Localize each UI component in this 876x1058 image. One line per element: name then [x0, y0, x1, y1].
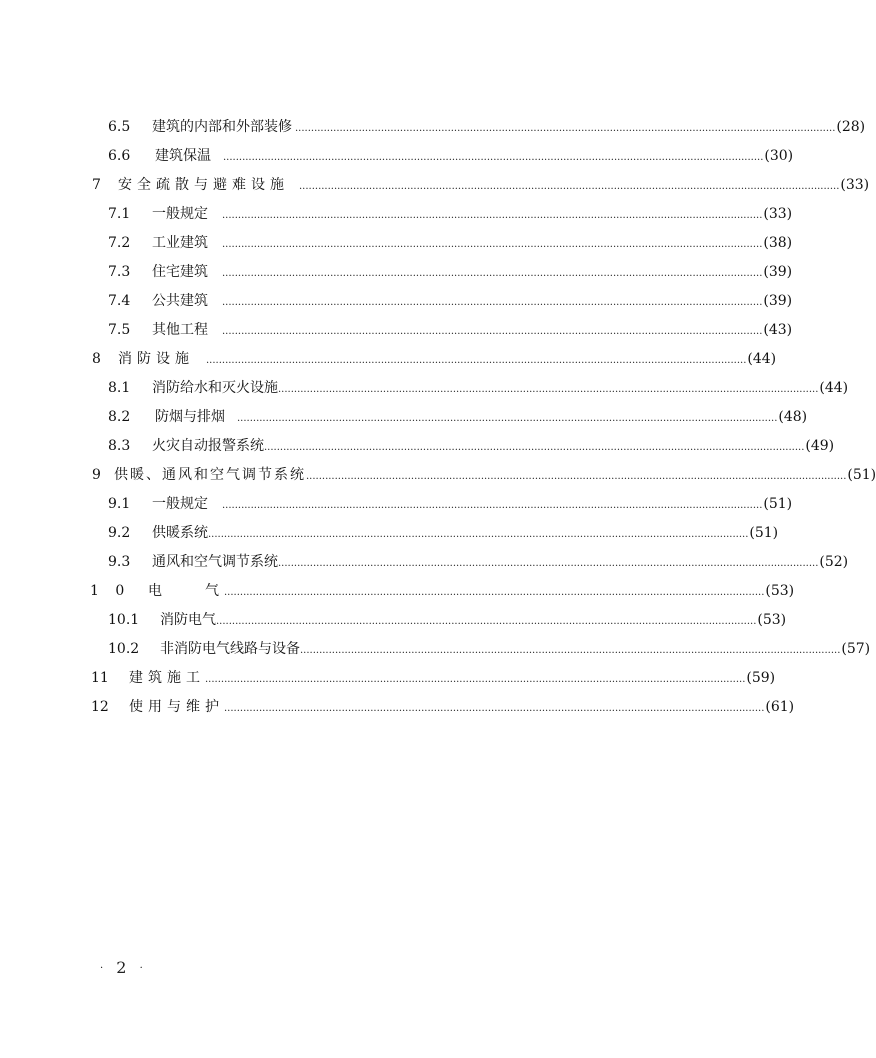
toc-leader-dots: ..........................................................................................................................................................................	[224, 703, 765, 714]
toc-entry[interactable]	[108, 232, 793, 252]
toc-entry-page: (39)	[763, 264, 793, 280]
toc-entry[interactable]	[108, 290, 793, 310]
toc-entry-number: 10.2	[108, 641, 140, 657]
toc-entry-title: 一般规定	[152, 206, 208, 222]
toc-leader-dots: ..........................................................................................................................................................................	[205, 674, 746, 685]
toc-leader-dots: ..........................................................................................................................................................................	[278, 384, 819, 395]
toc-entry-title: 其他工程	[152, 322, 208, 338]
toc-entry-title: 使用与维护	[129, 699, 224, 715]
toc-entry-page: (43)	[763, 322, 793, 338]
toc-leader-dots: ..........................................................................................................................................................................	[206, 355, 747, 366]
toc-leader-dots: ..........................................................................................................................................................................	[264, 442, 805, 453]
toc-entry[interactable]	[90, 580, 795, 600]
toc-entry-title: 建筑的内部和外部装修	[152, 119, 292, 135]
toc-leader-dots: ..........................................................................................................................................................................	[208, 529, 749, 540]
toc-entry-title: 供暖、通风和空气调节系统	[114, 467, 306, 483]
toc-entry[interactable]	[92, 348, 777, 368]
toc-leader-dots: ..........................................................................................................................................................................	[295, 123, 836, 134]
toc-entry-page: (53)	[757, 612, 787, 628]
toc-entry-title: 消防设施	[118, 351, 194, 367]
toc-entry[interactable]	[91, 696, 795, 716]
toc-entry-number: 7	[92, 177, 101, 193]
toc-entry-number: 11	[91, 670, 109, 686]
toc-leader-dots: ..........................................................................................................................................................................	[224, 587, 765, 598]
toc-entry[interactable]	[108, 638, 871, 658]
toc-entry-page: (39)	[763, 293, 793, 309]
toc-entry[interactable]	[91, 667, 776, 687]
toc-entry-title: 消防电气	[160, 612, 216, 628]
toc-entry-page: (59)	[746, 670, 776, 686]
toc-entry[interactable]	[108, 435, 835, 455]
toc-entry-title: 建筑施工	[129, 670, 205, 686]
toc-leader-dots: ..........................................................................................................................................................................	[223, 152, 764, 163]
toc-entry-page: (30)	[764, 148, 794, 164]
toc-entry[interactable]	[108, 522, 779, 542]
toc-entry-page: (61)	[765, 699, 795, 715]
toc-entry-title: 安全疏散与避难设施	[118, 177, 289, 193]
toc-leader-dots: ..........................................................................................................................................................................	[222, 268, 763, 279]
toc-entry[interactable]	[108, 493, 793, 513]
toc-entry-number: 7.5	[108, 322, 131, 338]
toc-leader-dots: ..........................................................................................................................................................................	[300, 645, 841, 656]
toc-entry-number: 8	[92, 351, 101, 367]
toc-entry-number: 9.1	[108, 496, 131, 512]
toc-leader-dots: ..........................................................................................................................................................................	[222, 297, 763, 308]
toc-entry[interactable]	[108, 203, 793, 223]
toc-leader-dots: ..........................................................................................................................................................................	[306, 471, 847, 482]
toc-entry[interactable]	[108, 145, 794, 165]
toc-entry-title: 住宅建筑	[152, 264, 208, 280]
toc-entry-number: 7.4	[108, 293, 131, 309]
toc-entry-page: (51)	[763, 496, 793, 512]
toc-entry-page: (28)	[836, 119, 866, 135]
toc-entry[interactable]	[108, 319, 793, 339]
toc-entry[interactable]	[108, 261, 793, 281]
toc-entry-page: (38)	[763, 235, 793, 251]
toc-entry[interactable]	[92, 464, 876, 484]
toc-entry[interactable]	[108, 377, 849, 397]
toc-entry-number: 7.3	[108, 264, 131, 280]
toc-entry-number: 8.2	[108, 409, 131, 425]
toc-entry-number: 6.5	[108, 119, 131, 135]
toc-entry[interactable]	[92, 174, 870, 194]
toc-entry[interactable]	[108, 116, 866, 136]
toc-leader-dots: ..........................................................................................................................................................................	[222, 239, 763, 250]
toc-entry-page: (53)	[765, 583, 795, 599]
toc-entry-number: 7.2	[108, 235, 131, 251]
toc-entry-title: 火灾自动报警系统	[152, 438, 264, 454]
page-footer	[100, 958, 143, 977]
page-number: 2	[116, 958, 127, 977]
toc-entry-title: 非消防电气线路与设备	[160, 641, 300, 657]
toc-leader-dots: ..........................................................................................................................................................................	[216, 616, 757, 627]
toc-entry-number: 10.1	[108, 612, 140, 628]
toc-entry-page: (33)	[840, 177, 870, 193]
toc-entry-title: 建筑保温	[155, 148, 211, 164]
toc-entry-title: 通风和空气调节系统	[152, 554, 278, 570]
toc-entry-page: (57)	[841, 641, 871, 657]
toc-entry[interactable]	[108, 609, 787, 629]
toc-entry-page: (48)	[778, 409, 808, 425]
toc-entry-title: 工业建筑	[152, 235, 208, 251]
footer-dot-left: ·	[100, 963, 104, 974]
toc-entry-page: (51)	[847, 467, 876, 483]
toc-leader-dots: ..........................................................................................................................................................................	[222, 210, 763, 221]
toc-entry-number: 9	[92, 467, 101, 483]
toc-entry[interactable]	[108, 551, 849, 571]
toc-entry-title: 消防给水和灭火设施	[152, 380, 278, 396]
toc-entry-page: (33)	[763, 206, 793, 222]
toc-entry-number: 8.3	[108, 438, 131, 454]
toc-leader-dots: ..........................................................................................................................................................................	[222, 500, 763, 511]
toc-entry-page: (49)	[805, 438, 835, 454]
toc-leader-dots: ..........................................................................................................................................................................	[299, 181, 840, 192]
toc-entry-number: 6.6	[108, 148, 131, 164]
toc-entry-title: 防烟与排烟	[155, 409, 225, 425]
toc-entry-number: 8.1	[108, 380, 131, 396]
toc-entry-page: (51)	[749, 525, 779, 541]
toc-leader-dots: ..........................................................................................................................................................................	[222, 326, 763, 337]
toc-entry-title: 供暖系统	[152, 525, 208, 541]
toc-entry-number: 1 0	[90, 583, 131, 599]
toc-entry-number: 9.3	[108, 554, 131, 570]
footer-dot-right: ·	[139, 963, 143, 974]
toc-entry-number: 12	[91, 699, 109, 715]
toc-entry-number: 7.1	[108, 206, 131, 222]
toc-entry[interactable]	[108, 406, 808, 426]
toc-leader-dots: ..........................................................................................................................................................................	[278, 558, 819, 569]
toc-entry-page: (52)	[819, 554, 849, 570]
toc-entry-number: 9.2	[108, 525, 131, 541]
toc-entry-title: 一般规定	[152, 496, 208, 512]
toc-entry-page: (44)	[819, 380, 849, 396]
toc-entry-title: 电 气	[148, 583, 224, 599]
toc-leader-dots: ..........................................................................................................................................................................	[237, 413, 778, 424]
toc-entry-page: (44)	[747, 351, 777, 367]
toc-entry-title: 公共建筑	[152, 293, 208, 309]
